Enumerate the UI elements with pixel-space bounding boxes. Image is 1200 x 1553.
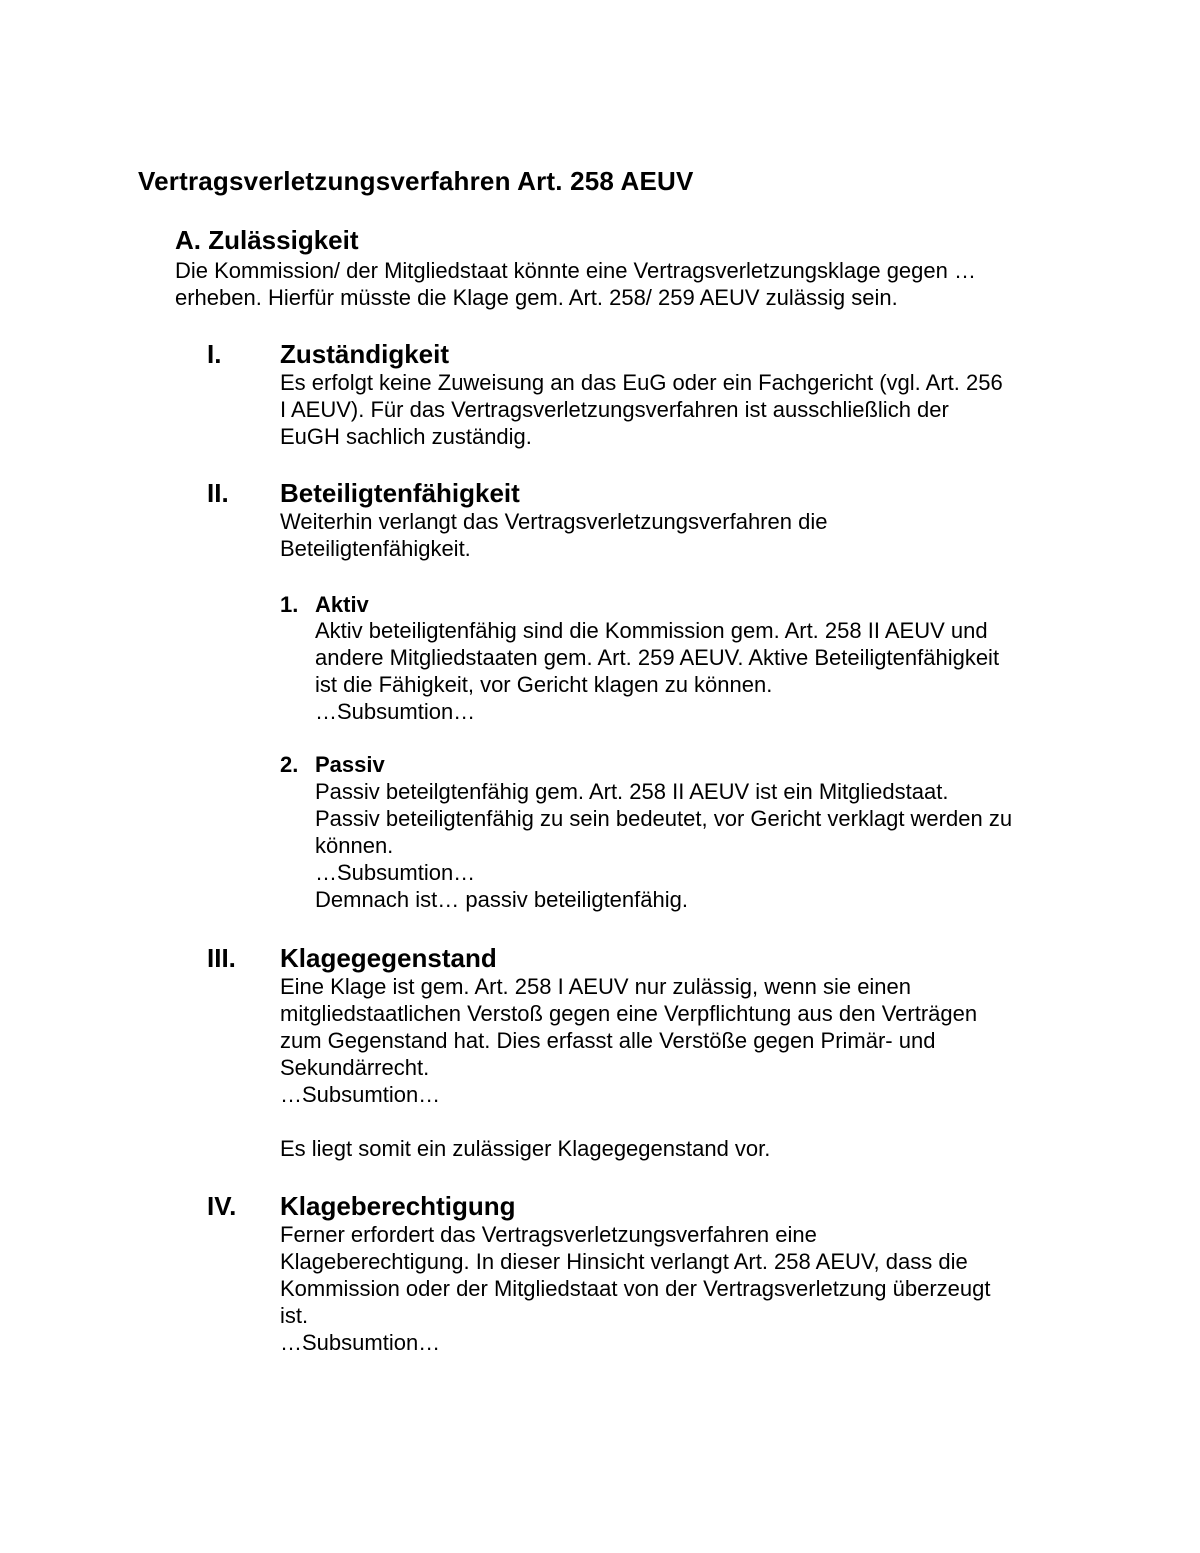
section-2-numeral: II. xyxy=(207,478,229,508)
text-line: Aktiv beteiligtenfähig sind die Kommission gem. Art. 258 II AEUV und xyxy=(315,618,988,643)
text-line: Passiv beteilgtenfähig gem. Art. 258 II AEUV ist ein Mitgliedstaat. xyxy=(315,779,949,804)
text-line: Die Kommission/ der Mitgliedstaat könnte eine Vertragsverletzungsklage gegen … xyxy=(175,258,976,283)
text-line: Beteiligtenfähigkeit. xyxy=(280,536,471,561)
text-line: mitgliedstaatlichen Verstoß gegen eine Verpflichtung aus den Verträgen xyxy=(280,1001,978,1026)
text-line: EuGH sachlich zuständig. xyxy=(280,424,532,449)
section-1-numeral: I. xyxy=(207,339,222,369)
text-line: Es erfolgt keine Zuweisung an das EuG oder ein Fachgericht (vgl. Art. 256 xyxy=(280,370,1003,395)
subsection-2-paragraph xyxy=(315,778,1012,913)
section-2-heading: Beteiligtenfähigkeit xyxy=(280,478,520,508)
section-a-paragraph xyxy=(175,257,976,311)
section-1-paragraph xyxy=(280,369,1003,450)
text-line: andere Mitgliedstaaten gem. Art. 259 AEUV. Aktive Beteiligtenfähigkeit xyxy=(315,645,1000,670)
section-3-conclusion xyxy=(280,1135,770,1162)
text-line: …Subsumtion… xyxy=(315,699,476,724)
text-line: Eine Klage ist gem. Art. 258 I AEUV nur zulässig, wenn sie einen xyxy=(280,974,912,999)
subsection-2-number: 2. xyxy=(280,752,299,777)
text-line: Demnach ist… passiv beteiligtenfähig. xyxy=(315,887,688,912)
text-line: können. xyxy=(315,833,394,858)
text-line: Ferner erfordert das Vertragsverletzungsverfahren eine xyxy=(280,1222,817,1247)
text-line: Sekundärrecht. xyxy=(280,1055,430,1080)
subsection-1-paragraph xyxy=(315,617,999,725)
text-line: …Subsumtion… xyxy=(280,1330,441,1355)
text-line: erheben. Hierfür müsste die Klage gem. Art. 258/ 259 AEUV zulässig sein. xyxy=(175,285,898,310)
text-line: ist die Fähigkeit, vor Gericht klagen zu können. xyxy=(315,672,773,697)
text-line: Weiterhin verlangt das Vertragsverletzungsverfahren die xyxy=(280,509,828,534)
section-3-paragraph xyxy=(280,973,977,1108)
subsection-1-heading: Aktiv xyxy=(315,592,369,617)
document-title: Vertragsverletzungsverfahren Art. 258 AEUV xyxy=(138,166,694,196)
section-4-heading: Klageberechtigung xyxy=(280,1191,516,1221)
section-3-heading: Klagegegenstand xyxy=(280,943,497,973)
text-line: …Subsumtion… xyxy=(280,1082,441,1107)
section-4-numeral: IV. xyxy=(207,1191,237,1221)
text-line: Klageberechtigung. In dieser Hinsicht verlangt Art. 258 AEUV, dass die xyxy=(280,1249,968,1274)
text-line: zum Gegenstand hat. Dies erfasst alle Verstöße gegen Primär- und xyxy=(280,1028,936,1053)
section-4-paragraph xyxy=(280,1221,990,1356)
subsection-2-heading: Passiv xyxy=(315,752,385,777)
text-line: Es liegt somit ein zulässiger Klagegegenstand vor. xyxy=(280,1136,771,1161)
section-3-numeral: III. xyxy=(207,943,236,973)
text-line: Kommission oder der Mitgliedstaat von der Vertragsverletzung überzeugt xyxy=(280,1276,991,1301)
section-a-heading: A. Zulässigkeit xyxy=(175,225,359,255)
section-1-heading: Zuständigkeit xyxy=(280,339,450,369)
text-line: ist. xyxy=(280,1303,309,1328)
text-line: I AEUV). Für das Vertragsverletzungsverfahren ist ausschließlich der xyxy=(280,397,949,422)
text-line: …Subsumtion… xyxy=(315,860,476,885)
subsection-1-number: 1. xyxy=(280,592,299,617)
text-line: Passiv beteiligtenfähig zu sein bedeutet, vor Gericht verklagt werden zu xyxy=(315,806,1013,831)
section-2-paragraph xyxy=(280,508,827,562)
